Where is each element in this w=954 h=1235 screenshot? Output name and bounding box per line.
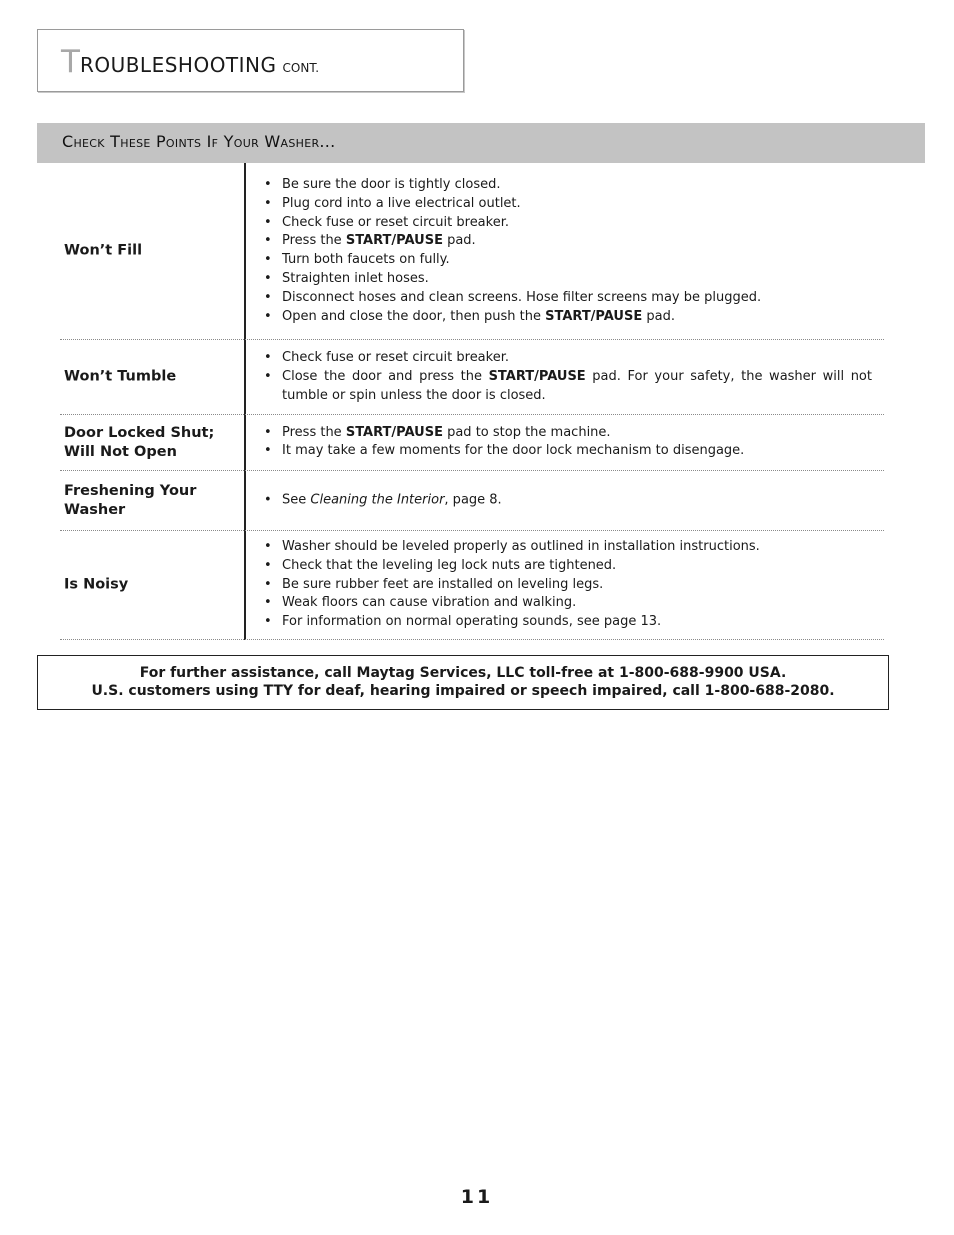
solution-text: Check fuse or reset circuit breaker. [282, 349, 509, 365]
button-name-text: START/PAUSE [345, 233, 443, 249]
button-name-text: START/PAUSE [545, 308, 643, 324]
solution-text: For information on normal operating sounds, see page 13. [282, 614, 662, 630]
solution-item [258, 232, 872, 251]
solution-item [258, 491, 872, 510]
solution-item [258, 176, 872, 195]
assistance-line-tty: U.S. customers using TTY for deaf, hearing impaired or speech impaired, call 1-800-688-2080. [91, 683, 835, 699]
problem-label: Is Noisy [64, 576, 129, 593]
solution-item [258, 368, 872, 406]
solution-text: Check that the leveling leg lock nuts are tightened. [282, 557, 617, 573]
solution-item [258, 424, 872, 443]
solution-item [258, 613, 872, 632]
solution-text: Washer should be leveled properly as outlined in installation instructions. [282, 539, 760, 555]
solution-item [258, 195, 872, 214]
solution-item [258, 594, 872, 613]
solution-text: Weak floors can cause vibration and walking. [282, 595, 577, 611]
solution-text: Straighten inlet hoses. [282, 270, 429, 286]
solution-item [258, 576, 872, 595]
solution-item [258, 538, 872, 557]
solution-text: Plug cord into a live electrical outlet. [282, 195, 521, 211]
solution-item [258, 213, 872, 232]
solution-list [258, 349, 872, 405]
title-main: ROUBLESHOOTING [79, 53, 277, 77]
trouble-row-wont-tumble [60, 340, 884, 415]
problem-label: Won’t Tumble [64, 368, 177, 385]
title-initial: T [61, 44, 80, 80]
solution-item [258, 251, 872, 270]
problem-label: Door Locked Shut; Will Not Open [64, 424, 215, 460]
solution-list [258, 176, 872, 326]
page-title [61, 42, 319, 80]
solution-item [258, 270, 872, 289]
solution-text: Check fuse or reset circuit breaker. [282, 214, 509, 230]
solution-text: pad to stop the machine. [442, 424, 611, 440]
trouble-row-noisy [60, 531, 884, 640]
trouble-row-door-locked [60, 415, 884, 471]
solution-text: Be sure the door is tightly closed. [282, 176, 501, 192]
solution-item [258, 349, 872, 368]
reference-text: Cleaning the Interior [310, 492, 445, 508]
solution-item [258, 289, 872, 308]
solution-text: Open and close the door, then push the [282, 308, 546, 324]
solution-item [258, 307, 872, 326]
title-box [37, 29, 464, 92]
solution-text: pad. For your safety, the washer will not tumble or spin unless the door is closed. [282, 368, 872, 403]
solution-text: Turn both faucets on fully. [282, 252, 450, 267]
solution-text: It may take a few moments for the door lock mechanism to disengage. [282, 443, 745, 459]
solution-text: , page 8. [444, 492, 502, 508]
solution-list [258, 424, 872, 462]
trouble-row-freshening [60, 471, 884, 531]
assistance-line-phone: For further assistance, call Maytag Services, LLC toll-free at 1-800-688-9900 USA. [139, 665, 787, 681]
solution-text: pad. [642, 308, 675, 324]
button-name-text: START/PAUSE [488, 368, 586, 384]
solution-item [258, 443, 872, 462]
button-name-text: START/PAUSE [345, 424, 443, 440]
solution-item [258, 557, 872, 576]
section-header-bar [37, 123, 925, 163]
solution-text: Press the [282, 424, 346, 440]
section-heading: Check These Points If Your Washer... [62, 132, 336, 151]
problem-label: Won’t Fill [64, 242, 143, 259]
solution-list [258, 538, 872, 632]
page-number: 11 [460, 1186, 494, 1208]
problem-label: Freshening Your Washer [64, 482, 197, 518]
solution-list [258, 491, 872, 510]
solution-text: Disconnect hoses and clean screens. Hose filter screens may be plugged. [282, 289, 762, 305]
solution-text: Close the door and press the [282, 368, 489, 384]
solution-text: See [282, 492, 311, 508]
solution-text: Be sure rubber feet are installed on leveling legs. [282, 576, 604, 592]
solution-text: Press the [282, 233, 346, 249]
assistance-box [37, 655, 889, 710]
title-continued: CONT. [282, 61, 320, 75]
solution-text: pad. [442, 233, 476, 249]
trouble-row-wont-fill [60, 163, 884, 340]
